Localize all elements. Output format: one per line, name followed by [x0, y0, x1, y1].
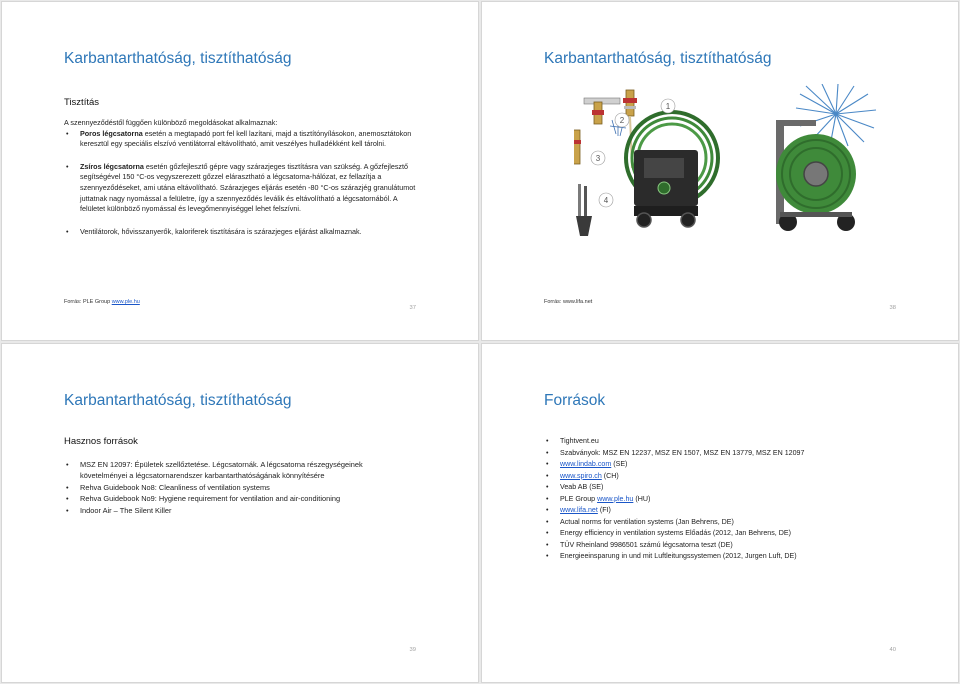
slide-body [64, 459, 409, 516]
slide-title: Karbantarthatóság, tisztíthatóság [544, 50, 772, 67]
slide-body [544, 436, 944, 563]
slide-40 [481, 343, 959, 683]
slide-title: Karbantarthatóság, tisztíthatóság [64, 392, 292, 409]
bullet-item: • Rehva Guidebook No9: Hygiene requirement for ventilation and air-conditioning [64, 493, 409, 504]
slide-subheading: Tisztítás [64, 97, 100, 108]
slide-title: Karbantarthatóság, tisztíthatóság [64, 50, 292, 67]
photo-label-1: 1 [665, 102, 671, 111]
reference-link[interactable]: www.spiro.ch [560, 471, 602, 480]
page-number: 40 [889, 647, 896, 653]
source-link[interactable]: www.ple.hu [111, 299, 140, 305]
slide-body [64, 118, 419, 237]
list-item: • TÜV Rheinland 9986501 számú légcsatorna teszt (DE) [544, 540, 944, 552]
page-number: 39 [409, 647, 416, 653]
list-item: • PLE Group www.ple.hu (HU) [544, 494, 944, 506]
slide-subheading: Hasznos források [64, 436, 138, 447]
photo-label-2: 2 [619, 116, 625, 125]
list-item: • Actual norms for ventilation systems (Jan Behrens, DE) [544, 517, 944, 529]
slide-title: Források [544, 392, 606, 409]
cleaning-machine-photo [574, 88, 764, 248]
list-item: • Tightvent.eu [544, 436, 944, 448]
list-item: • www.lifa.net (FI) [544, 505, 944, 517]
source-note: Forrás: PLE Group www.ple.hu [64, 299, 140, 305]
bullet-item: • Zsíros légcsatorna esetén gőzfejlesztő gépre vagy szárazjeges tisztításra van szükség. A gőzfejlesztő segítségével 150 °C-os vegyszerezett gőzzel elárasztható a légcsatorna-hálózat, ez fellazítja a szennyeződéseket, ami utána eltávolítható. Szárazjeges eljárás esetén -80 °C-os szárazjég granulátumot juttatnak nagy nyomással a felületre, így a szennyeződés leválik és eltávolítható a légcsatornából. A felületet különböző nyomással és levegőmennyiséggel lehet felszívni. [64, 162, 419, 215]
bullet-item: • Rehva Guidebook No8: Cleanliness of ventilation systems [64, 482, 409, 493]
bullet-item: • Indoor Air – The Silent Killer [64, 505, 409, 516]
list-item: • Energieeinsparung in und mit Luftleitungssystemen (2012, Jurgen Luft, DE) [544, 551, 944, 563]
bullet-item: • Poros légcsatorna esetén a megtapadó port fel kell lazítani, majd a tisztítónyílásokon, anemosztátokon keresztül egy speciális elszívó ventilátorral eltávolítható, amit veszélyes hulladékként kell tárolni. [64, 129, 419, 150]
list-item: • Energy efficiency in ventilation systems Előadás (2012, Jan Behrens, DE) [544, 528, 944, 540]
photo-label-4: 4 [603, 196, 609, 205]
slide-39 [1, 343, 479, 683]
list-item: • Szabványok: MSZ EN 12237, MSZ EN 1507, MSZ EN 13779, MSZ EN 12097 [544, 448, 944, 460]
intro-text: A szennyeződéstől függően különböző megoldásokat alkalmaznak: [64, 118, 278, 127]
page-number: 37 [409, 305, 416, 311]
list-item: • www.lindab.com (SE) [544, 459, 944, 471]
list-item: • www.spiro.ch (CH) [544, 471, 944, 483]
bullet-item: • Ventilátorok, hővisszanyerők, kaloriferek tisztítására is szárazjeges eljárást alkalmaznak. [64, 227, 419, 238]
source-note: Forrás: www.lifa.net [544, 299, 593, 305]
reference-link[interactable]: www.lifa.net [560, 506, 598, 514]
page-number: 38 [889, 305, 896, 311]
list-item: • Veab AB (SE) [544, 482, 944, 494]
reference-link[interactable]: www.ple.hu [597, 494, 634, 503]
slide-38 [481, 1, 959, 341]
slide-37 [1, 1, 479, 341]
brush-cart-photo [766, 84, 886, 234]
photo-label-3: 3 [595, 154, 601, 163]
reference-link[interactable]: www.lindab.com [560, 460, 612, 468]
bullet-item: • MSZ EN 12097: Épületek szellőztetése. Légcsatornák. A légcsatorna részegységeinek követelményei a légcsatornarendszer karbantarthatóságának könnyítésére [64, 459, 409, 482]
